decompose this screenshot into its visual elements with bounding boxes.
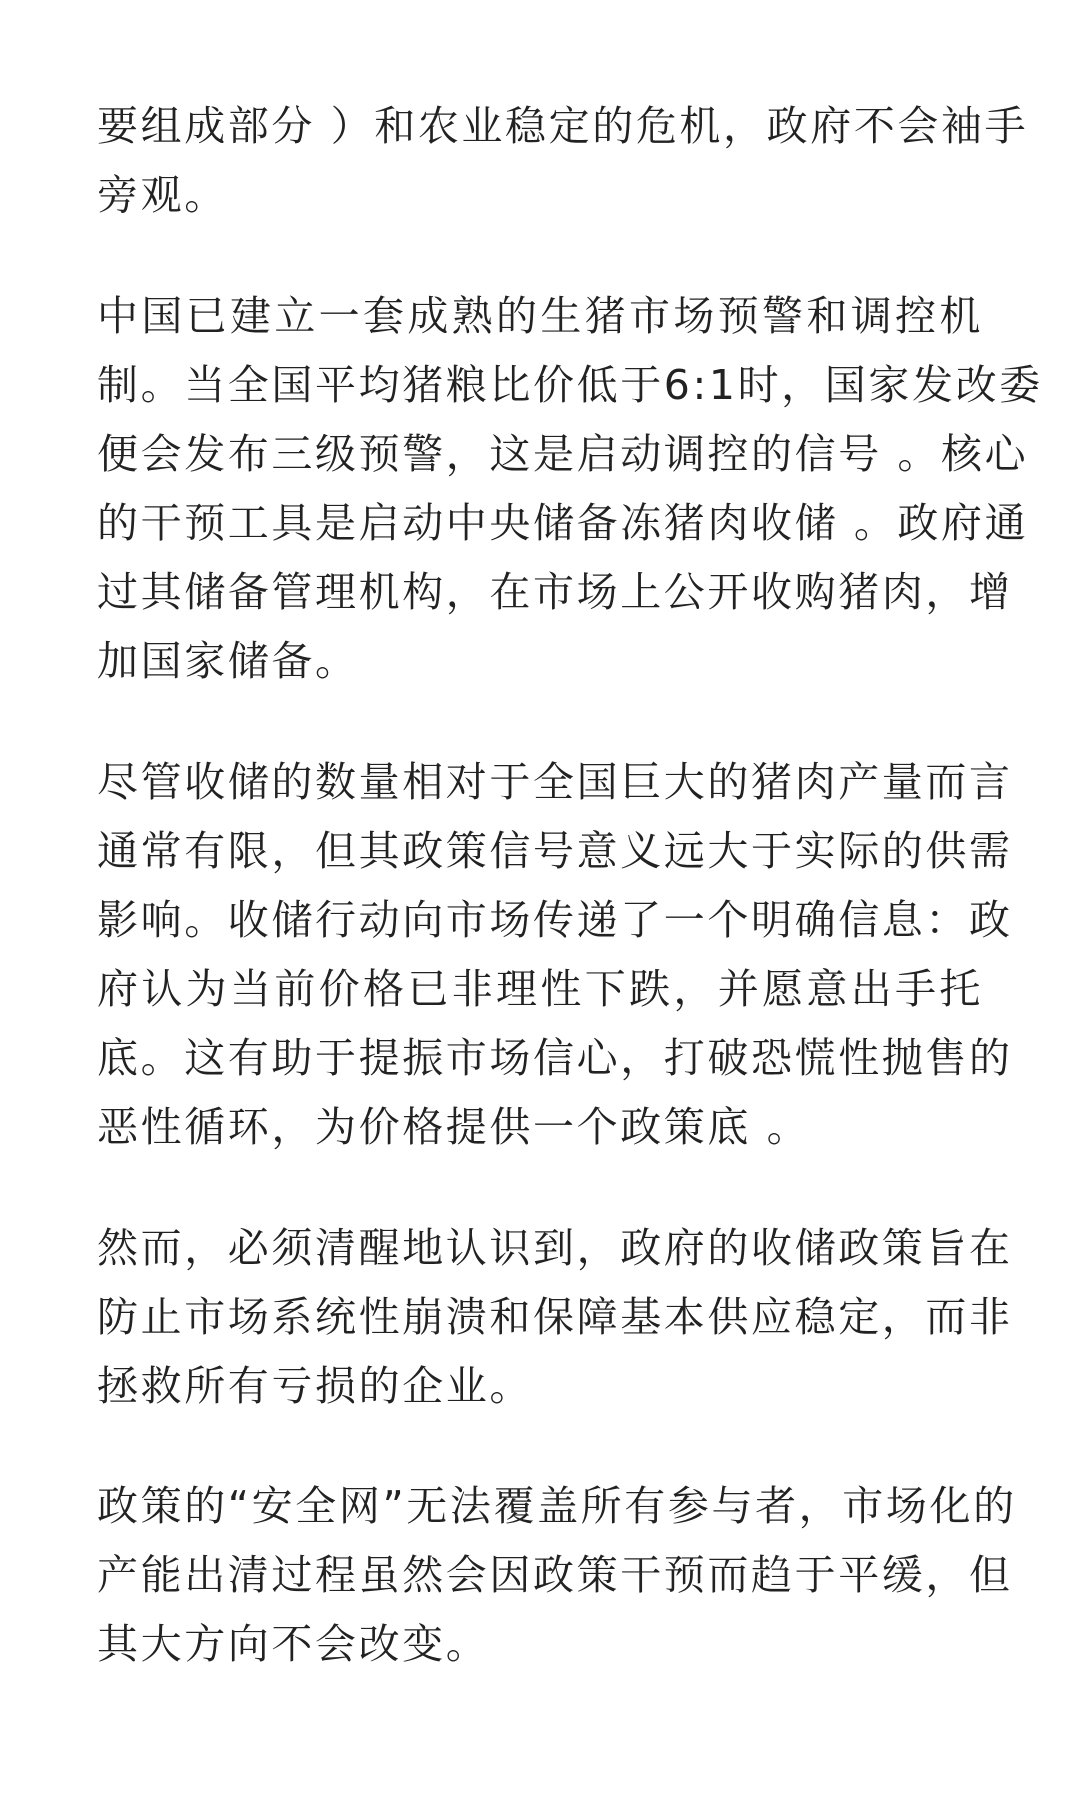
- text-line: 防止市场系统性崩溃和保障基本供应稳定，而非: [97, 1293, 1013, 1341]
- text-line: 要组成部分 ）和农业稳定的危机，政府不会袖手: [97, 102, 1029, 150]
- text-line: 便会发布三级预警，这是启动调控的信号 。核心: [97, 430, 1029, 478]
- text-line: 通常有限，但其政策信号意义远大于实际的供需: [97, 827, 1013, 875]
- paragraph: [97, 1214, 1013, 1421]
- text-line: 尽管收储的数量相对于全国巨大的猪肉产量而言: [97, 758, 1013, 806]
- text-line: 的干预工具是启动中央储备冻猪肉收储 。政府通: [97, 499, 1029, 547]
- paragraph: [97, 282, 1043, 696]
- text-line: 底。这有助于提振市场信心，打破恐慌性抛售的: [97, 1034, 1013, 1082]
- text-line: 过其储备管理机构，在市场上公开收购猪肉，增: [97, 568, 1013, 616]
- paragraph: [97, 748, 1013, 1162]
- text-line: 影响。收储行动向市场传递了一个明确信息：政: [97, 896, 1013, 944]
- text-line: 府认为当前价格已非理性下跌，并愿意出手托: [97, 965, 983, 1013]
- paragraph: [97, 92, 1029, 230]
- text-line: 恶性循环，为价格提供一个政策底 。: [97, 1103, 811, 1151]
- text-line: 中国已建立一套成熟的生猪市场预警和调控机: [97, 292, 983, 340]
- paragraph: [97, 1472, 1017, 1679]
- text-line: 加国家储备。: [97, 637, 359, 685]
- text-line: 拯救所有亏损的企业。: [97, 1362, 533, 1410]
- text-line: 政策的“安全网”无法覆盖所有参与者，市场化的: [97, 1482, 1017, 1530]
- text-line: 制。当全国平均猪粮比价低于6:1时，国家发改委: [97, 361, 1043, 409]
- text-line: 其大方向不会改变。: [97, 1620, 490, 1668]
- text-line: 旁观。: [97, 171, 228, 219]
- text-line: 然而，必须清醒地认识到，政府的收储政策旨在: [97, 1224, 1013, 1272]
- text-line: 产能出清过程虽然会因政策干预而趋于平缓，但: [97, 1551, 1013, 1599]
